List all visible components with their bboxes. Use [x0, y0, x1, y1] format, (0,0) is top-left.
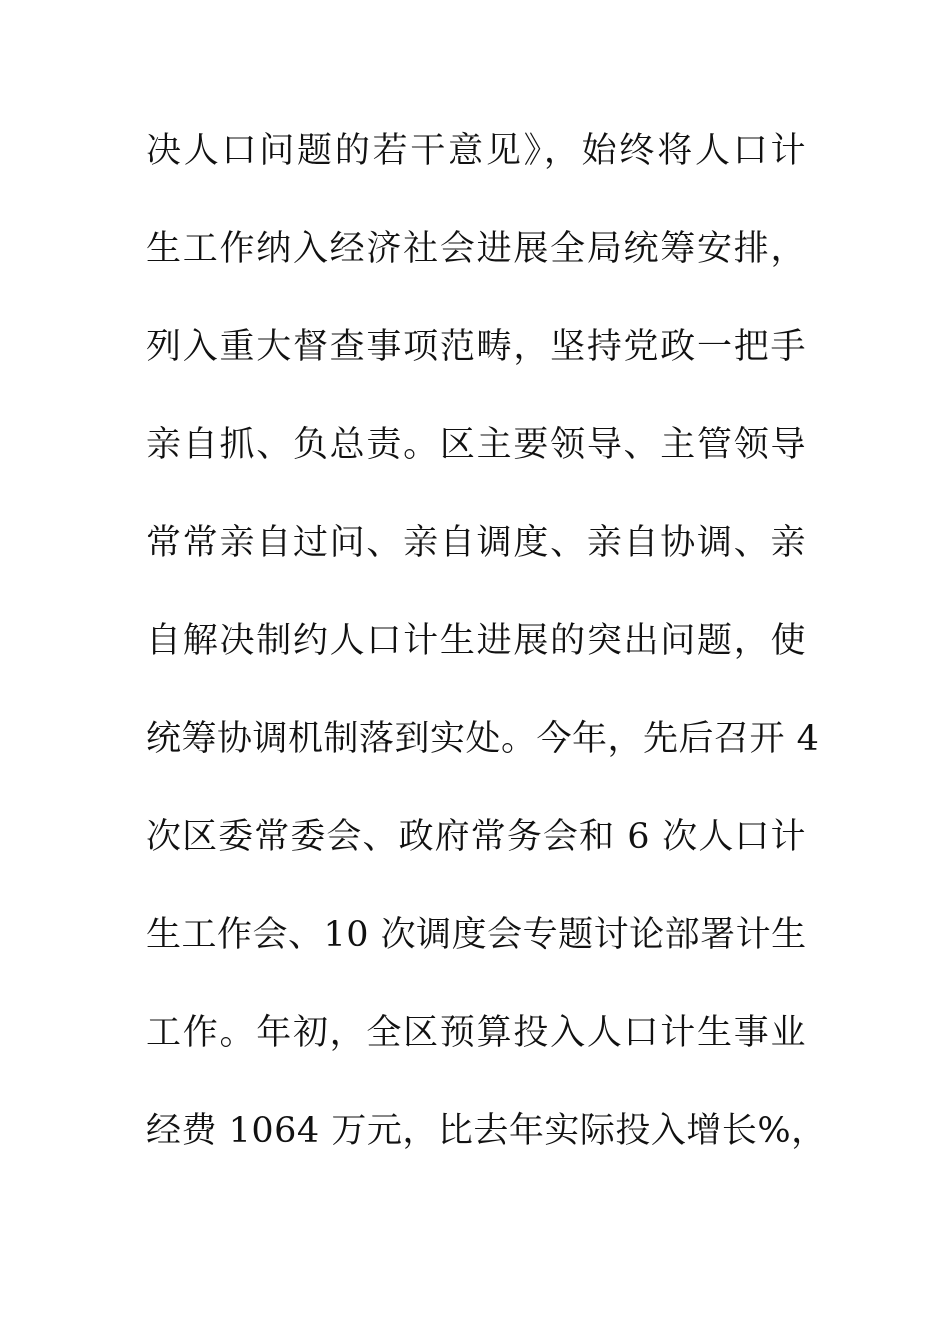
text-line: 统筹协调机制落到实处。今年，先后召开 4 [146, 719, 820, 759]
text-line: 生工作会、10 次调度会专题讨论部署计生 [146, 915, 807, 955]
text-line: 生工作纳入经济社会进展全局统筹安排， [146, 229, 806, 269]
body-paragraph [146, 124, 827, 1202]
text-line: 亲自抓、负总责。区主要领导、主管领导 [146, 425, 806, 465]
text-line: 列入重大督查事项范畴，坚持党政一把手 [146, 327, 806, 367]
text-line: 次区委常委会、政府常务会和 6 次人口计 [146, 817, 806, 857]
text-line: 自解决制约人口计生进展的突出问题，使 [146, 621, 806, 661]
text-line: 决人口问题的若干意见》，始终将人口计 [146, 131, 806, 171]
text-line: 工作。年初，全区预算投入人口计生事业 [146, 1013, 806, 1053]
text-line: 经费 1064 万元，比去年实际投入增长%， [146, 1111, 827, 1151]
text-line: 常常亲自过问、亲自调度、亲自协调、亲 [146, 523, 806, 563]
